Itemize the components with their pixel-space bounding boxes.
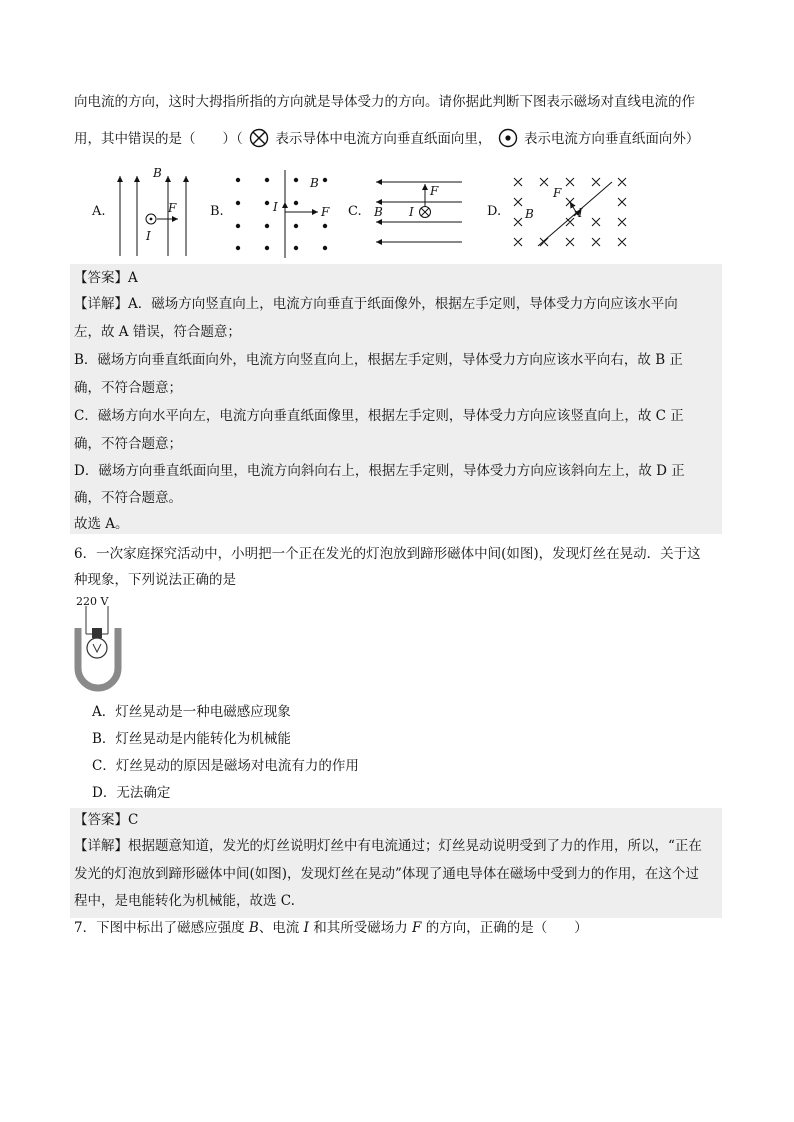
figure-d-label: D. [487, 204, 502, 219]
q5-text-line-1: 向电流的方向，这时大拇指所指的方向就是导体受力的方向。请你据此判断下图表示磁场对直线电流的作 [74, 94, 695, 110]
q6-option-a: A．灯丝晃动是一种电磁感应现象 [92, 704, 291, 720]
q5-detail-7: D．磁场方向垂直纸面向里，电流方向斜向右上，根据左手定则，导体受力方向应该斜向左上，故 D 正 [74, 463, 685, 479]
figure-d-i-label: I [578, 206, 583, 220]
q5-line2-a: 用，其中错误的是（ ）（ [74, 131, 243, 147]
q7-pre: 7．下图中标出了磁感应强度 [74, 920, 245, 936]
q5-line2-b: 表示导体中电流方向垂直纸面向里， [275, 131, 492, 147]
q6-detail-1: 【详解】根据题意知道，发光的灯丝说明灯丝中有电流通过；灯丝晃动说明受到了力的作用，所以，“正在 [74, 838, 702, 854]
q6-detail-2: 发光的灯泡放到蹄形磁体中间(如图)，发现灯丝在晃动”体现了通电导体在磁场中受到力的作用，在这个过 [74, 866, 699, 882]
q6-option-c: C．灯丝晃动的原因是磁场对电流有力的作用 [92, 758, 359, 774]
figure-b-i-label: I [273, 200, 278, 214]
q6-text-line-2: 种现象，下列说法正确的是 [74, 572, 236, 588]
figure-c-b-label: B [374, 205, 383, 219]
q5-answer: 【答案】A [74, 270, 138, 286]
q5-detail-4: 确，不符合题意； [74, 380, 182, 396]
q6-detail-3: 程中，是电能转化为机械能，故选 C. [74, 893, 295, 909]
figure-d-f-label: F [553, 186, 562, 200]
current-into-page-icon [249, 128, 269, 148]
q7-b-symbol: B [248, 920, 259, 936]
q7-post: 的方向，正确的是（ ） [425, 920, 588, 936]
q6-text-line-1: 6．一次家庭探究活动中，小明把一个正在发光的灯泡放到蹄形磁体中间(如图)，发现灯丝在晃动．关于这 [74, 546, 701, 562]
q5-detail-5: C．磁场方向水平向左，电流方向垂直纸面像里，根据左手定则，导体受力方向应该竖直向上，故 C 正 [74, 408, 684, 424]
horseshoe-magnet-bulb-diagram [70, 606, 126, 696]
figure-b-b-label: B [310, 176, 319, 190]
q5-detail-1: 【详解】A．磁场方向竖直向上，电流方向垂直于纸面像外，根据左手定则，导体受力方向应该水平向 [74, 296, 678, 312]
figure-a-b-label: B [153, 166, 162, 180]
figure-b-f-label: F [321, 205, 330, 219]
q5-line2-c: 表示电流方向垂直纸面向外） [523, 131, 700, 147]
q7-f-symbol: F [412, 920, 422, 936]
figure-c-i-label: I [409, 205, 414, 219]
q5-detail-3: B．磁场方向垂直纸面向外，电流方向竖直向上，根据左手定则，导体受力方向应该水平向右，故 B 正 [74, 352, 683, 368]
current-out-of-page-icon [498, 128, 518, 148]
figure-c-diagram [370, 174, 466, 250]
q5-detail-9: 故选 A。 [74, 516, 129, 532]
q6-voltage-label: 220 V [76, 595, 109, 608]
q5-detail-2: 左，故 A 错误，符合题意； [74, 324, 241, 340]
q7-mid2: 和其所受磁场力 [313, 920, 408, 936]
q5-text-line-2 [74, 128, 699, 149]
figure-b-label: B. [210, 204, 224, 219]
figure-a-f-label: F [168, 201, 177, 215]
figure-c-label: C. [348, 204, 362, 219]
q5-detail-8: 确，不符合题意。 [74, 490, 182, 506]
q7-text [74, 918, 588, 938]
q5-detail-6: 确，不符合题意； [74, 436, 182, 452]
figure-d-b-label: B [525, 207, 534, 221]
q7-i-symbol: I [303, 920, 309, 936]
q6-answer: 【答案】C [74, 812, 139, 828]
figure-c-f-label: F [430, 184, 439, 198]
q6-option-d: D．无法确定 [92, 785, 171, 801]
figure-a-label: A. [92, 204, 106, 219]
figure-a-diagram [110, 166, 200, 260]
q7-mid1: 、电流 [258, 920, 300, 936]
figure-a-i-label: I [146, 229, 151, 243]
q6-option-b: B．灯丝晃动是内能转化为机械能 [92, 731, 291, 747]
